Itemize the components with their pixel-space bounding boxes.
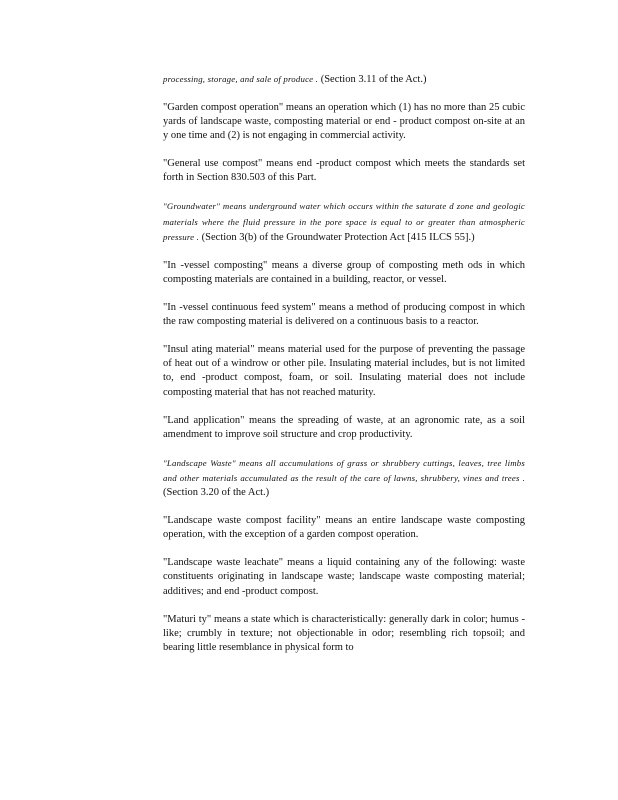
definition-text: "In -vessel continuous feed system" means a method of producing compost in which the raw composting material is delivered on a continuous basis to a reactor. [163, 301, 525, 328]
statutory-text: processing, storage, and sale of produce . [163, 74, 319, 84]
definition-text: "General use compost" means end -product compost which meets the standards set forth in Section 830.503 of this Part. [163, 158, 525, 184]
definition-general-use-compost [163, 157, 525, 186]
definition-text: "Insul ating material" means material used for the purpose of preventing the passage of heat out of a windrow or other pile. Insulating material includes, but is not limited to, end -product compost, foam, or soil. Insulating material does not include composting material that has not reached maturity. [163, 343, 525, 398]
definition-text: "In -vessel composting" means a diverse group of composting meth ods in which composting materials are contained in a building, reactor, or vessel. [163, 259, 525, 285]
definition-text: "Maturi ty" means a state which is characteristically: generally dark in color; humus -like; crumbly in texture; not objectionable in odor; resembling rich topsoil; and bearing little resemblance in physical form to [163, 613, 525, 654]
document-page [163, 72, 525, 669]
definition-in-vessel-continuous-feed [163, 301, 525, 330]
statutory-text: "Groundwater" means underground water which occurs within the saturate d zone and geologic materials where the fluid pressure in the pore space is equal to or greater than atmospheric pressure . [163, 201, 525, 242]
definition-in-vessel-composting [163, 259, 525, 288]
definition-landscape-waste-leachate [163, 556, 525, 599]
definition-landscape-waste [163, 456, 525, 501]
definition-insulating-material [163, 343, 525, 400]
definition-text: "Landscape waste compost facility" means an entire landscape waste composting operation, with the exception of a garden compost operation. [163, 515, 525, 541]
citation: (Section 3(b) of the Groundwater Protection Act [415 ILCS 55].) [199, 231, 475, 243]
citation: (Section 3.11 of the Act.) [318, 74, 427, 85]
definition-groundwater [163, 199, 525, 245]
definition-garden-compost-operation [163, 101, 525, 144]
citation: (Section 3.20 of the Act.) [163, 487, 270, 499]
definition-text: "Garden compost operation" means an operation which (1) has no more than 25 cubic yards of landscape waste, composting material or end - product compost on-site at an y one time and (2) is not engaging in commercial activity. [163, 101, 525, 142]
definition-text: "Landscape waste leachate" means a liquid containing any of the following: waste constituents originating in landscape waste; landscape waste composting material; additives; and end -product compost. [163, 557, 525, 597]
definition-maturity [163, 613, 525, 656]
definition-text: "Land application" means the spreading of waste, at an agronomic rate, as a soil amendment to improve soil structure and crop productivity. [163, 414, 525, 440]
statutory-text: "Landscape Waste" means all accumulations of grass or shrubbery cuttings, leaves, tree limbs and other materials accumulated as the result of the care of lawns, shrubbery, vines and trees . [163, 457, 525, 483]
definition-processing [163, 72, 525, 87]
definition-landscape-waste-compost-facility [163, 514, 525, 543]
definition-land-application [163, 414, 525, 443]
